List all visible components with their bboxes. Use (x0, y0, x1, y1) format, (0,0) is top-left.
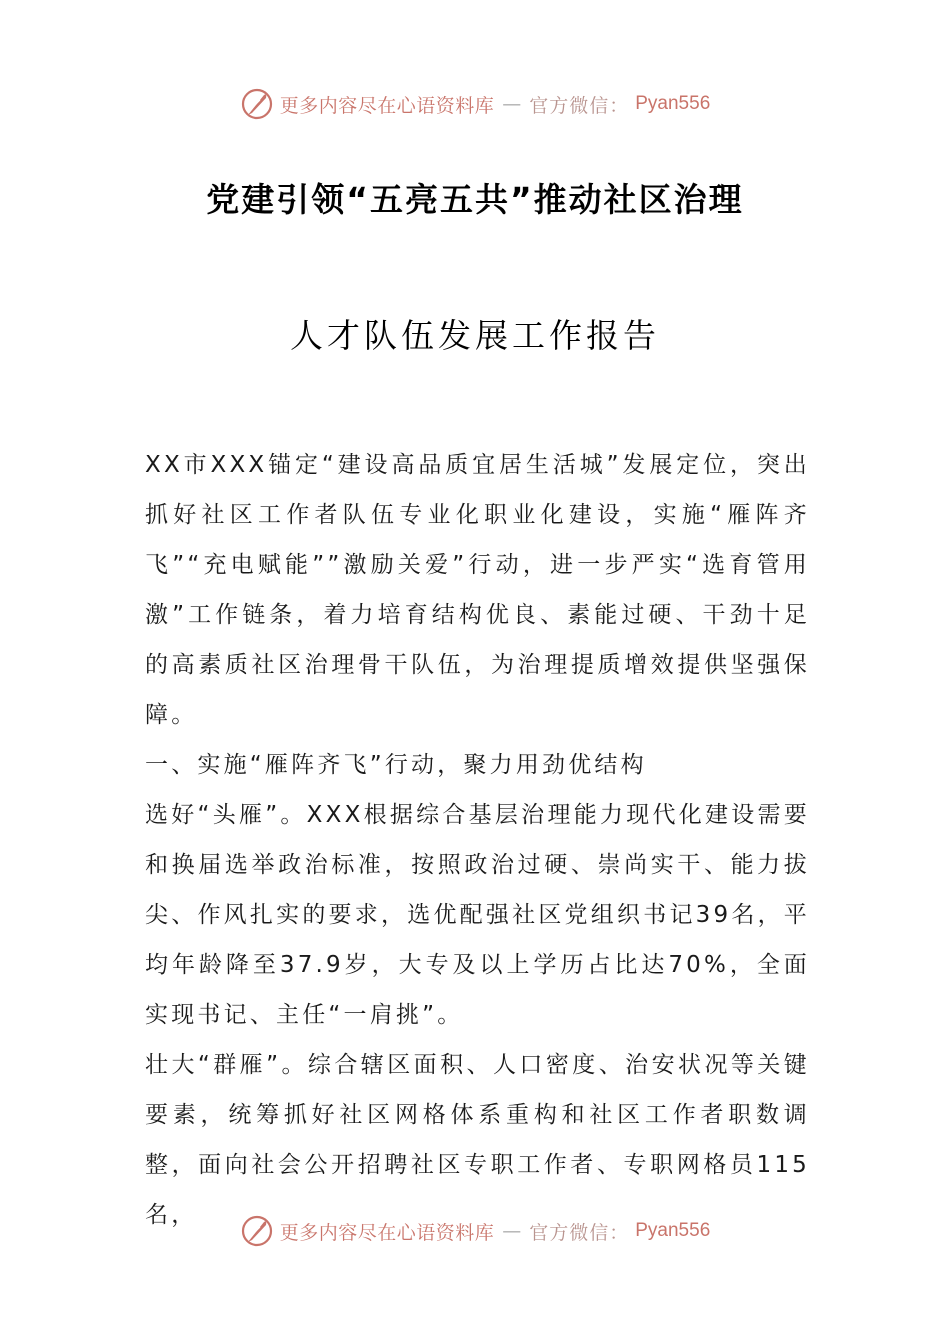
watermark-wechat-label: 官方微信： (529, 94, 630, 117)
footer-watermark (0, 1211, 950, 1251)
watermark-text: 更多内容尽在心语资料库 (279, 1221, 495, 1244)
section-heading: 一、实施“雁阵齐飞”行动，聚力用劲优结构 (145, 752, 647, 778)
body-paragraph: 选好“头雁”。XXX根据综合基层治理能力现代化建设需要和换届选举政治标准，按照政治过硬、崇尚实干、能力拔尖、作风扎实的要求，选优配强社区党组织书记39名，平均年龄降至37.9岁，大专及以上学历占比达70%，全面实现书记、主任“一肩挑”。 (145, 802, 810, 1028)
header-watermark (0, 84, 950, 124)
body-paragraph: 壮大“群雁”。综合辖区面积、人口密度、治安状况等关键要素，统筹抓好社区网格体系重构和社区工作者职数调整，面向社会公开招聘社区专职工作者、专职网格员115名， (145, 1052, 810, 1228)
document-title-line2: 人才队伍发展工作报告 (290, 316, 660, 355)
quill-logo-icon (240, 87, 274, 121)
watermark-wechat-id: Pyan556 (635, 93, 711, 114)
intro-paragraph: XX市XXX锚定“建设高品质宜居生活城”发展定位，突出抓好社区工作者队伍专业化职业化建设，实施“雁阵齐飞”“充电赋能””激励关爱”行动，进一步严实“选育管用激”工作链条，着力培育结构优良、素能过硬、干劲十足的高素质社区治理骨干队伍，为治理提质增效提供坚强保障。 (145, 452, 810, 728)
document-body (145, 440, 810, 1240)
watermark-dash: — (502, 93, 522, 115)
watermark-wechat-id: Pyan556 (635, 1220, 711, 1241)
document-title-line1: 党建引领“五亮五共”推动社区治理 (206, 180, 744, 219)
watermark-dash: — (502, 1220, 522, 1242)
watermark-text: 更多内容尽在心语资料库 (279, 94, 495, 117)
watermark-wechat-label: 官方微信： (529, 1221, 630, 1244)
quill-logo-icon (240, 1214, 274, 1248)
